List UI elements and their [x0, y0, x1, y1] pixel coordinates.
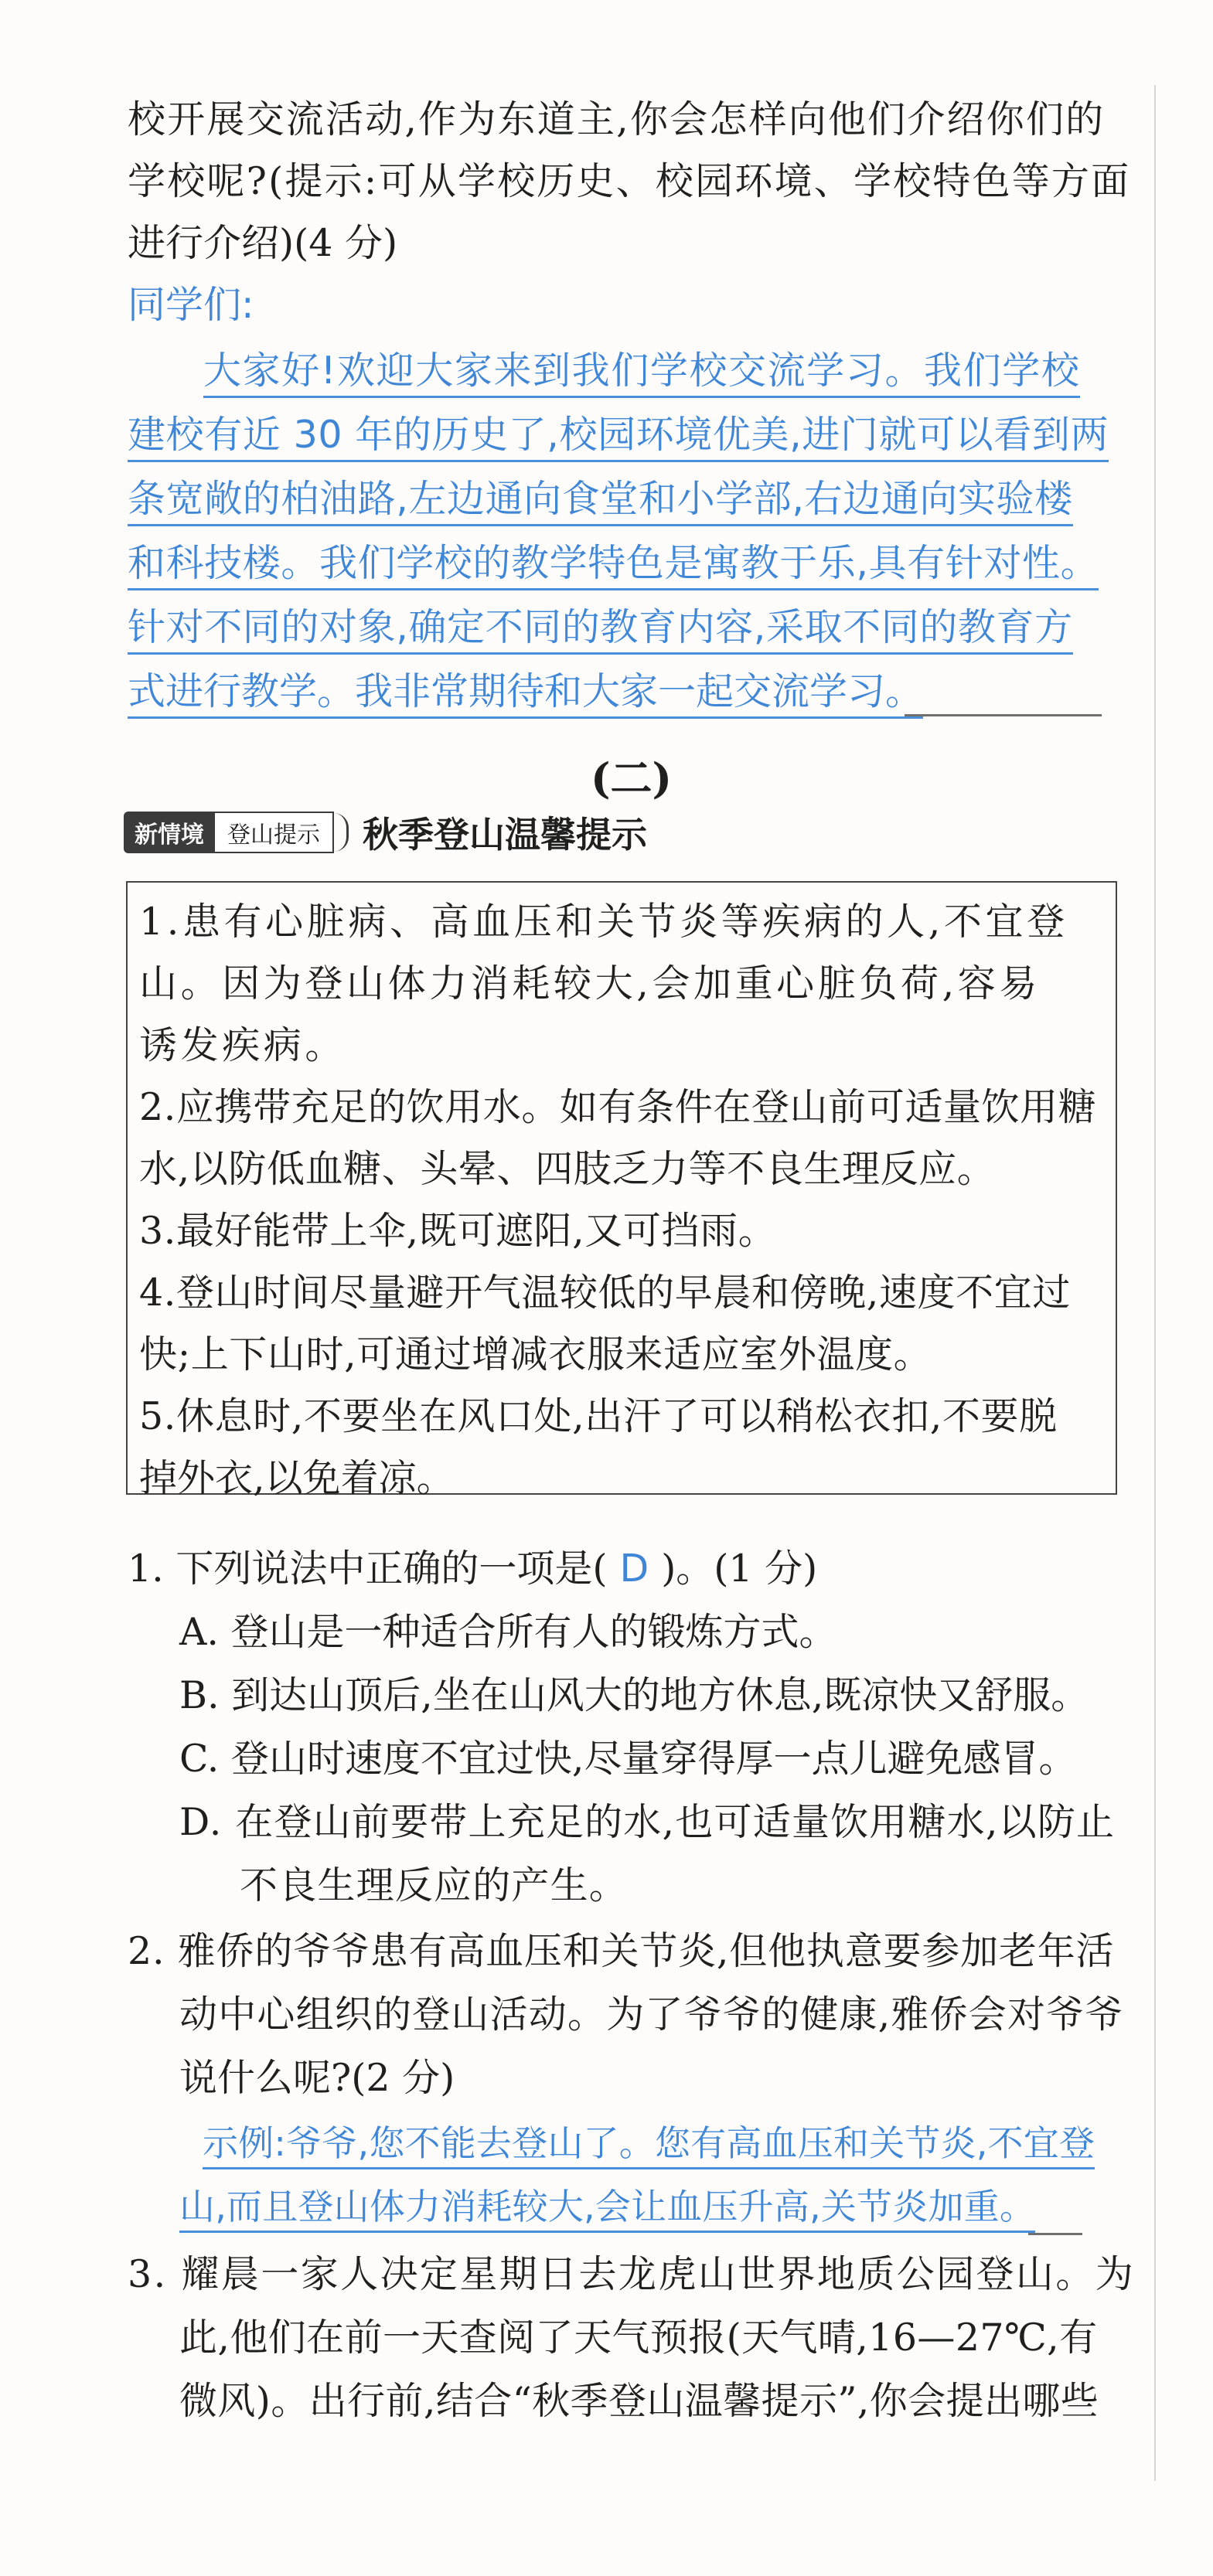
tag-bracket-icon [334, 813, 349, 852]
intro-line-2: 学校呢?(提示:可从学校历史、校园环境、学校特色等方面 [128, 159, 1131, 203]
tag-new-scenario: 新情境 [124, 812, 215, 853]
section-title: (二) [591, 754, 673, 803]
q2-line-3: 说什么呢?(2 分) [179, 2056, 455, 2100]
q1-stem-score: )。(1 分) [661, 1547, 818, 1591]
tip-line-1: 1.患有心脏病、高血压和关节炎等疾病的人,不宜登 [139, 900, 1068, 944]
tip-line-5: 水,以防低血糖、头晕、四肢乏力等不良生理反应。 [139, 1147, 996, 1191]
answer-line-4: 和科技楼。我们学校的教学特色是寓教于乐,具有针对性。 [128, 544, 1099, 590]
q1-option-b: B. 到达山顶后,坐在山风大的地方休息,既凉快又舒服。 [179, 1673, 1089, 1717]
q1-option-d-cont: 不良生理反应的产生。 [240, 1863, 629, 1907]
answer-blank-rule [905, 714, 1102, 716]
tip-line-6: 3.最好能带上伞,既可遮阳,又可挡雨。 [139, 1209, 777, 1253]
scenario-tag [124, 808, 647, 857]
tip-line-10: 掉外衣,以免着凉。 [139, 1456, 455, 1500]
answer-line-2: 建校有近 30 年的历史了,校园环境优美,进门就可以看到两 [128, 416, 1109, 462]
answer-line-5: 针对不同的对象,确定不同的教育内容,采取不同的教育方 [128, 608, 1073, 655]
q3-line-3: 微风)。出行前,结合“秋季登山温馨提示”,你会提出哪些 [179, 2379, 1099, 2423]
tip-line-2: 山。因为登山体力消耗较大,会加重心脏负荷,容易 [139, 961, 1041, 1006]
answer-line-3: 条宽敞的柏油路,左边通向食堂和小学部,右边通向实验楼 [128, 480, 1073, 526]
tip-line-7: 4.登山时间尽量避开气温较低的早晨和傍晚,速度不宜过 [139, 1271, 1071, 1315]
page-margin-rule [1154, 85, 1156, 2481]
intro-line-3: 进行介绍)(4 分) [128, 221, 398, 265]
q2-blank-rule [1028, 2233, 1082, 2235]
q2-line-1: 2. 雅侨的爷爷患有高血压和关节炎,但他执意要参加老年活 [128, 1929, 1115, 1973]
tag-subtitle: 登山提示 [215, 812, 334, 853]
q1-option-d: D. 在登山前要带上充足的水,也可适量饮用糖水,以防止 [179, 1800, 1116, 1844]
tip-line-3: 诱发疾病。 [139, 1023, 347, 1067]
scenario-heading: 秋季登山温馨提示 [363, 814, 647, 856]
q2-answer-line-2: 山,而且登山体力消耗较大,会让血压升高,关节炎加重。 [179, 2189, 1035, 2233]
q1-option-c: C. 登山时速度不宜过快,尽量穿得厚一点儿避免感冒。 [179, 1737, 1077, 1781]
q2-answer-line-1: 示例:爷爷,您不能去登山了。您有高血压和关节炎,不宜登 [203, 2125, 1095, 2169]
q3-line-2: 此,他们在前一天查阅了天气预报(天气晴,16—27℃,有 [179, 2316, 1098, 2360]
q1-answer: D [619, 1547, 649, 1591]
tip-line-4: 2.应携带充足的饮用水。如有条件在登山前可适量饮用糖 [139, 1085, 1097, 1129]
q1-option-a: A. 登山是一种适合所有人的锻炼方式。 [179, 1610, 837, 1654]
q3-line-1: 3. 耀晨一家人决定星期日去龙虎山世界地质公园登山。为 [128, 2252, 1136, 2296]
q1-stem [128, 1547, 818, 1591]
q2-line-2: 动中心组织的登山活动。为了爷爷的健康,雅侨会对爷爷 [179, 1992, 1124, 2037]
answer-line-1: 大家好!欢迎大家来到我们学校交流学习。我们学校 [203, 352, 1080, 398]
answer-line-6: 式进行教学。我非常期待和大家一起交流学习。 [128, 672, 923, 719]
intro-line-1: 校开展交流活动,作为东道主,你会怎样向他们介绍你们的 [128, 97, 1106, 141]
q1-stem-text: 1. 下列说法中正确的一项是( [128, 1547, 608, 1591]
answer-greeting: 同学们: [128, 283, 254, 327]
tip-line-8: 快;上下山时,可通过增减衣服来适应室外温度。 [139, 1332, 932, 1376]
tip-line-9: 5.休息时,不要坐在风口处,出汗了可以稍松衣扣,不要脱 [139, 1394, 1058, 1438]
